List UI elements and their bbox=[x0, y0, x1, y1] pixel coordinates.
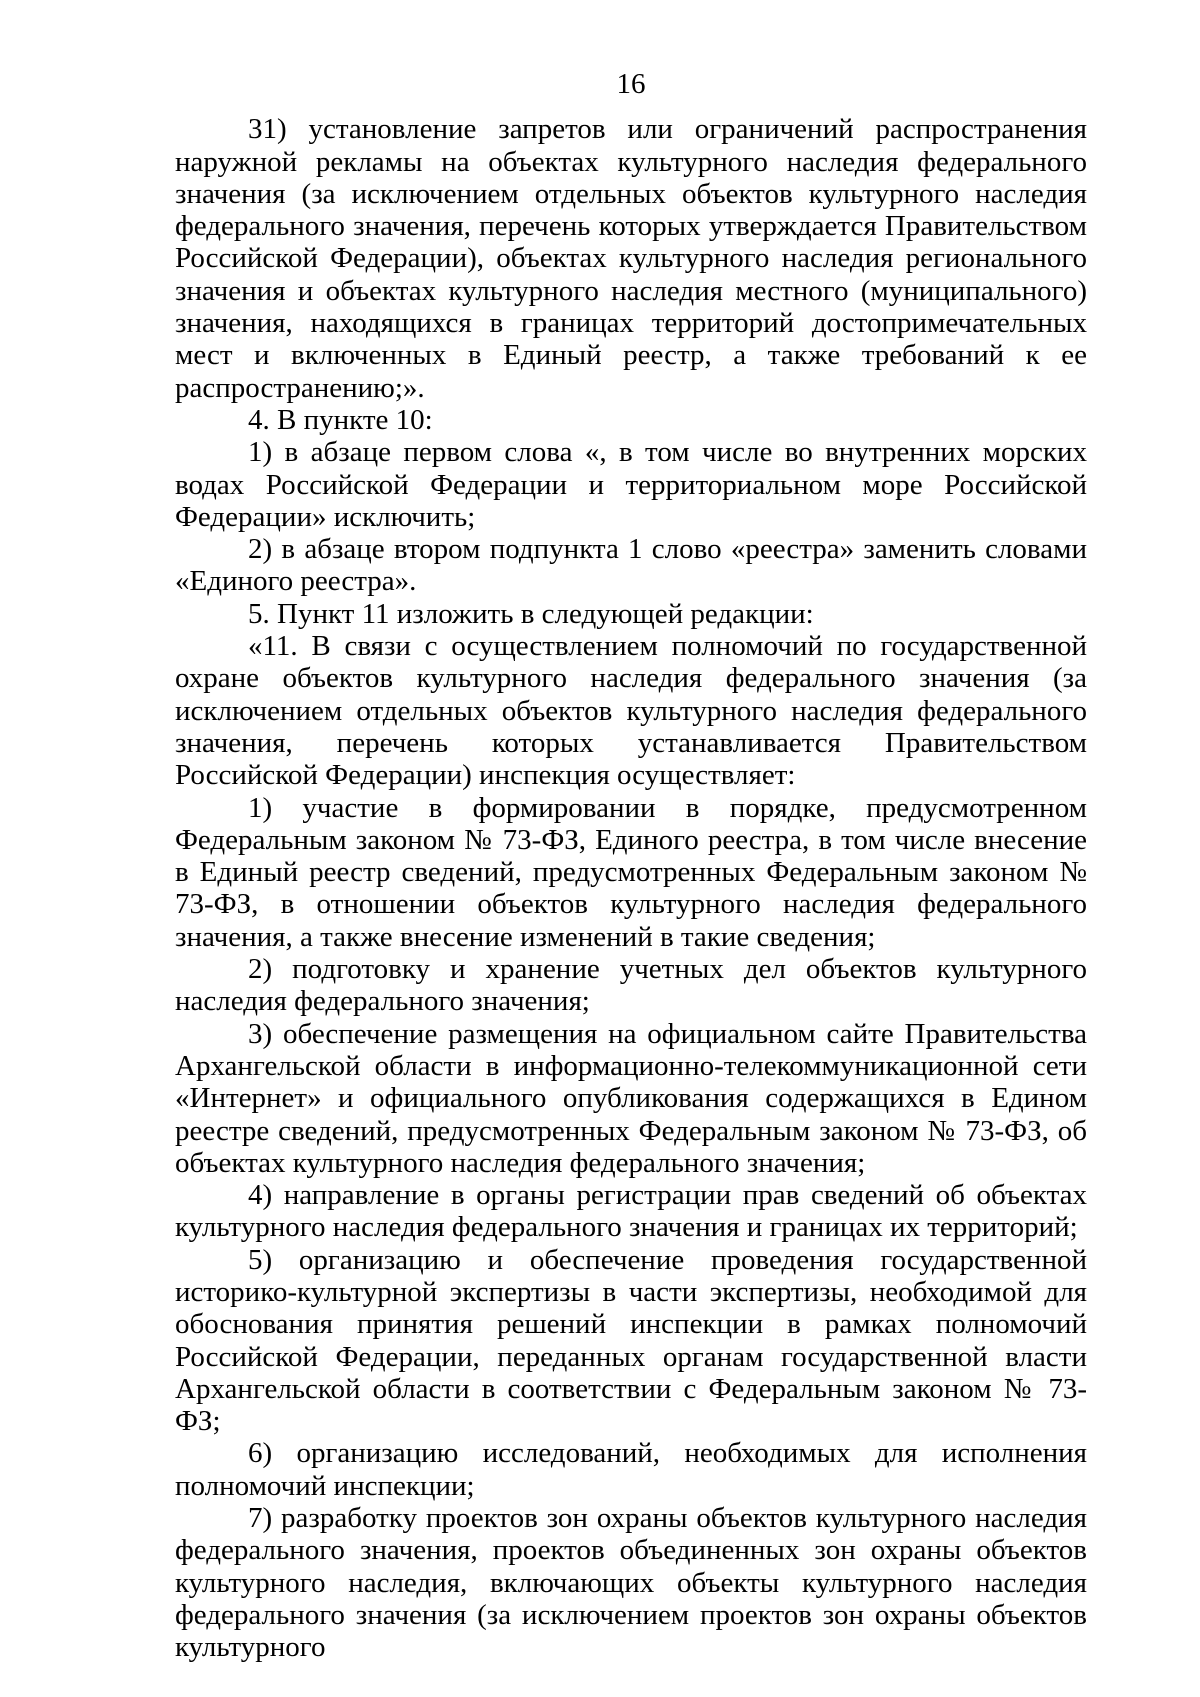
paragraph-clause-11-item-1: 1) участие в формировании в порядке, предусмотренном Федеральным законом № 73-ФЗ, Единого реестра, в том числе внесение в Единый реестр сведений, предусмотренных Федеральным законом № 73-ФЗ, в отношении объектов культурного наследия федерального значения, а также внесение изменений в такие сведения; bbox=[175, 791, 1087, 953]
paragraph-item-31: 31) установление запретов или ограничений распространения наружной рекламы на объектах культурного наследия федерального значения (за исключением отдельных объектов культурного наследия федерального значения, перечень которых утверждается Правительством Российской Федерации), объектах культурного наследия регионального значения и объектах культурного наследия местного (муниципального) значения, находящихся в границах территорий достопримечательных мест и включенных в Единый реестр, а также требований к ее распространению;». bbox=[175, 113, 1087, 404]
paragraph-section-5: 5. Пункт 11 изложить в следующей редакции: bbox=[248, 597, 814, 630]
document-page bbox=[175, 68, 1087, 1664]
paragraph-clause-11-item-4: 4) направление в органы регистрации прав сведений об объектах культурного наследия федерального значения и границах их территорий; bbox=[175, 1179, 1087, 1244]
page-number: 16 bbox=[616, 68, 646, 100]
paragraph-clause-11-item-2: 2) подготовку и хранение учетных дел объектов культурного наследия федерального значения; bbox=[175, 953, 1087, 1018]
paragraph-section-4-item-2: 2) в абзаце втором подпункта 1 слово «реестра» заменить словами «Единого реестра». bbox=[175, 533, 1087, 598]
paragraph-section-4-item-1: 1) в абзаце первом слова «, в том числе во внутренних морских водах Российской Федерации и территориальном море Российской Федерации» исключить; bbox=[175, 436, 1087, 533]
paragraph-clause-11-item-6: 6) организацию исследований, необходимых для исполнения полномочий инспекции; bbox=[175, 1437, 1087, 1502]
paragraph-section-4: 4. В пункте 10: bbox=[248, 403, 433, 436]
paragraph-clause-11: «11. В связи с осуществлением полномочий по государственной охране объектов культурного наследия федерального значения (за исключением отдельных объектов культурного наследия федерального значения, перечень которых устанавливается Правительством Российской Федерации) инспекция осуществляет: bbox=[175, 630, 1087, 792]
paragraph-clause-11-item-5: 5) организацию и обеспечение проведения государственной историко-культурной экспертизы в части экспертизы, необходимой для обоснования принятия решений инспекции в рамках полномочий Российской Федерации, переданных органам государственной власти Архангельской области в соответствии с Федеральным законом № 73-ФЗ; bbox=[175, 1243, 1087, 1438]
paragraph-clause-11-item-7: 7) разработку проектов зон охраны объектов культурного наследия федерального значения, проектов объединенных зон охраны объектов культурного наследия, включающих объекты культурного наследия федерального значения (за исключением проектов зон охраны объектов культурного bbox=[175, 1502, 1087, 1664]
paragraph-clause-11-item-3: 3) обеспечение размещения на официальном сайте Правительства Архангельской области в информационно-телекоммуникационной сети «Интернет» и официального опубликования содержащихся в Едином реестре сведений, предусмотренных Федеральным законом № 73-ФЗ, об объектах культурного наследия федерального значения; bbox=[175, 1017, 1087, 1179]
